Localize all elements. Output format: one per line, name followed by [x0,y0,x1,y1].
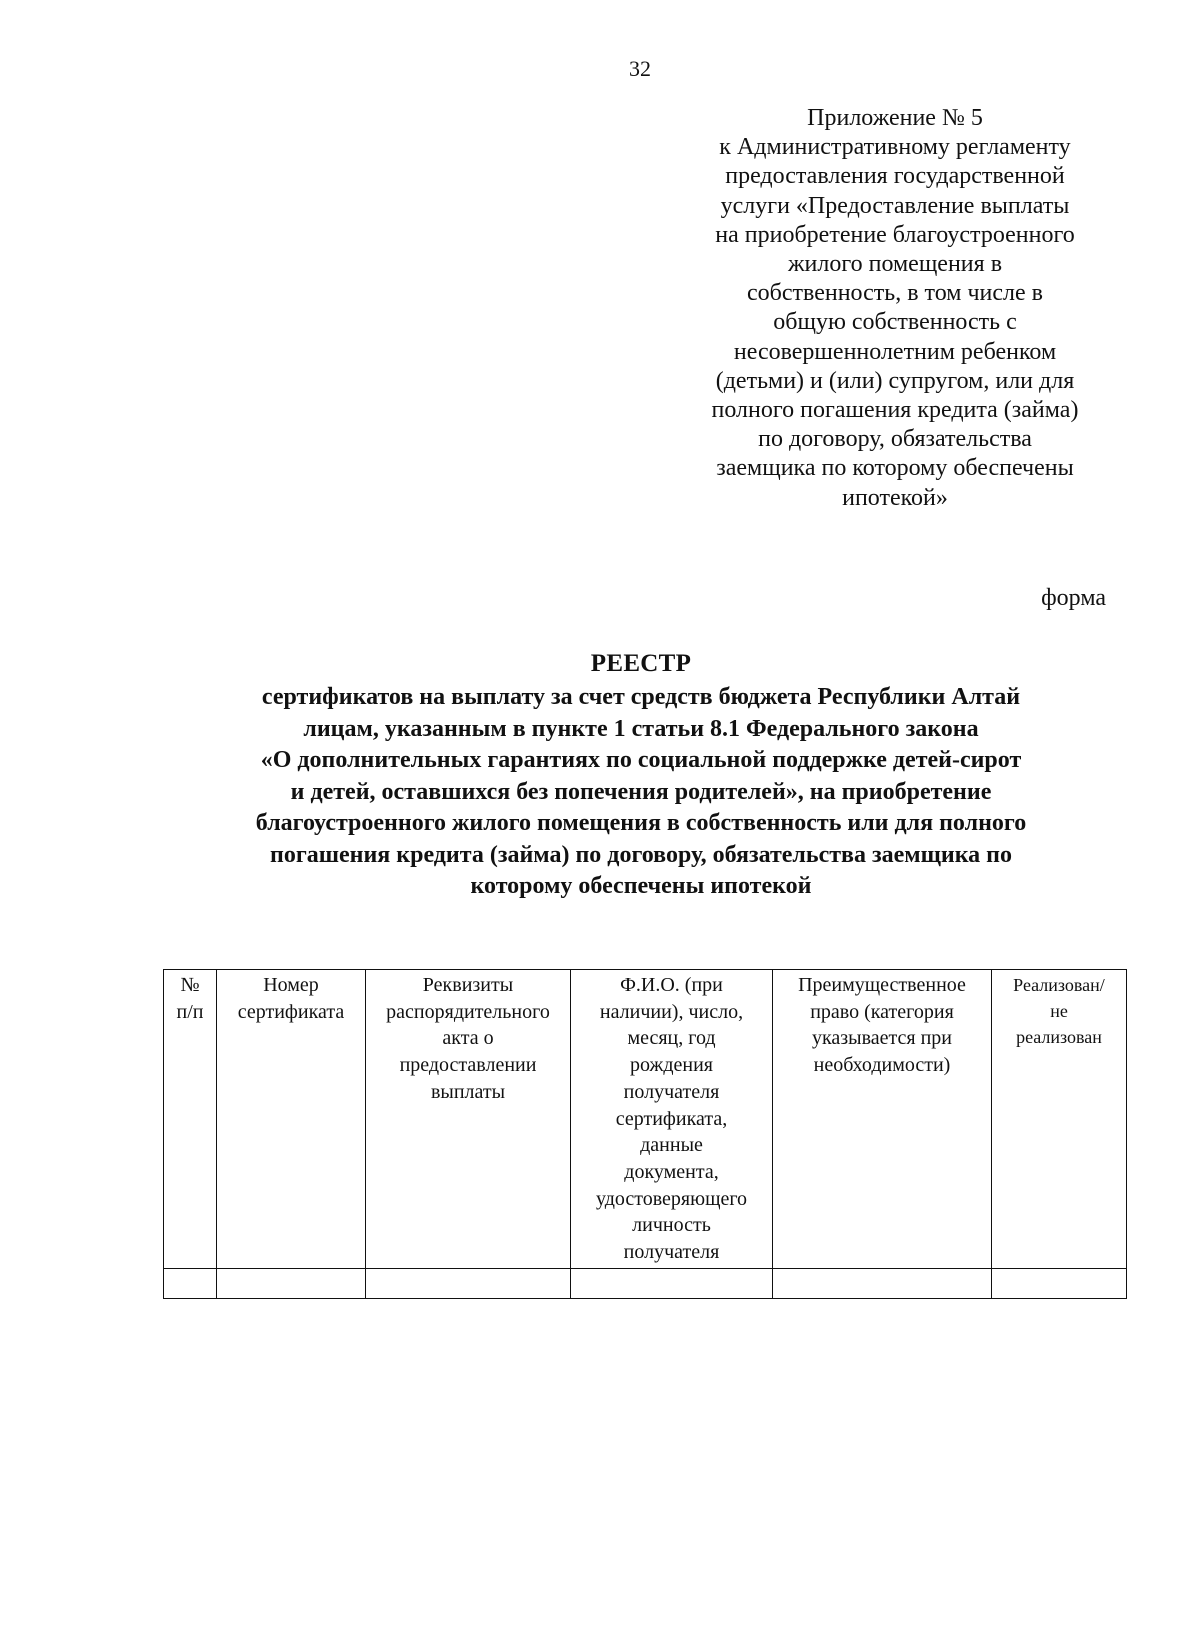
subtitle-line: сертификатов на выплату за счет средств бюджета Республики Алтай [261,684,1021,710]
appendix-line: (детьми) и (или) супругом, или для [715,367,1075,394]
form-label: форма [1041,585,1106,611]
table-cell [992,1268,1127,1298]
subtitle-line: лицам, указанным в пункте 1 статьи 8.1 Федерального закона [303,715,979,742]
appendix-line: несовершеннолетним ребенком [733,338,1057,365]
page-number: 32 [629,56,651,81]
appendix-line: услуги «Предоставление выплаты [720,192,1070,219]
appendix-line: по договору, обязательства [758,426,1032,453]
appendix-line: заемщика по которому обеспечены [716,455,1074,482]
column-header-status: Реализован/ не реализован [992,970,1127,1269]
column-header-number: № п/п [164,970,217,1269]
table-cell [164,1268,217,1298]
column-header-recipient: Ф.И.О. (при наличии), число, месяц, год рождения получателя сертификата, данные документа, удостоверяющего личность получателя [571,970,773,1269]
column-header-certificate-number: Номер сертификата [217,970,366,1269]
appendix-line: ипотекой» [842,484,948,511]
subtitle-line: погашения кредита (займа) по договору, обязательства заемщика по [269,841,1013,868]
registry-subtitle [150,682,1132,903]
appendix-line: на приобретение благоустроенного [715,221,1075,248]
appendix-line: полного погашения кредита (займа) [711,397,1079,424]
appendix-header [660,104,1130,513]
registry-table [163,969,1127,1299]
subtitle-line: и детей, оставшихся без попечения родителей», на приобретение [290,778,992,805]
table-header-row [164,970,1127,1269]
appendix-line: Приложение № 5 [807,105,983,131]
appendix-line: к Административному регламенту [719,134,1071,161]
registry-title: РЕЕСТР [590,650,692,677]
column-header-act-details: Реквизиты распорядительного акта о предоставлении выплаты [366,970,571,1269]
subtitle-line: благоустроенного жилого помещения в собственность или для полного [255,810,1027,836]
column-header-priority-right: Преимущественное право (категория указывается при необходимости) [773,970,992,1269]
table-cell [366,1268,571,1298]
appendix-line: собственность, в том числе в [747,280,1043,307]
table-cell [217,1268,366,1298]
subtitle-line: «О дополнительных гарантиях по социальной поддержке детей-сирот [260,747,1022,773]
appendix-line: жилого помещения в [787,251,1003,278]
table-cell [571,1268,773,1298]
appendix-line: общую собственность с [773,309,1017,336]
appendix-line: предоставления государственной [725,163,1065,190]
subtitle-line: которому обеспечены ипотекой [470,873,812,899]
table-cell [773,1268,992,1298]
table-row [164,1268,1127,1298]
